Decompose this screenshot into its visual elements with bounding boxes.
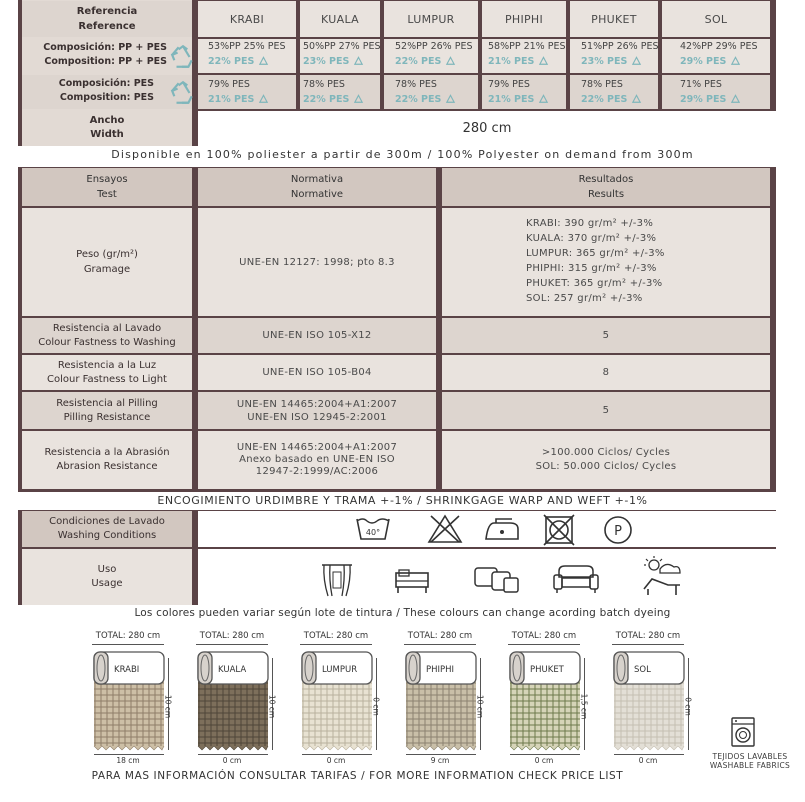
swatch-name: KRABI [114,665,140,675]
comp1-label: Composición: PP + PES Composition: PP + PES [43,42,167,67]
swatch-name: LUMPUR [322,665,358,675]
sofa-icon [551,563,601,595]
recycle-icon [631,56,642,67]
recycle-icon [170,80,196,106]
recycle-icon [538,94,549,105]
comp1-phiphi: 58%PP 21% PES 21% PES [488,41,566,67]
no-bleach-icon [427,514,463,544]
swatch-width-label: 9 cm [430,756,450,765]
bed-icon [393,567,431,595]
test-row-pilling-result: 5 [442,392,770,429]
test-row-washing-result: 5 [442,318,770,353]
swatch-kuala [192,628,288,768]
no-tumble-dry-icon [543,514,575,546]
comp2-kuala: 78% PES 22% PES [303,79,383,105]
comp1-lumpur: 52%PP 26% PES 22% PES [395,41,473,67]
polyester-note: Disponible en 100% poliester a partir de 300m / 100% Polyester on demand from 300m [111,148,694,161]
test-row-washing-label: Resistencia al Lavado Colour Fastness to Washing [22,318,192,353]
swatch-strip [80,628,700,768]
test-header: Ensayos Test [22,168,192,206]
swatch-total-label: TOTAL: 280 cm [511,631,577,641]
test-row-pilling-norm: UNE-EN 14465:2004+A1:2007 UNE-EN ISO 12945-2:2001 [198,392,436,429]
comp1-kuala: 50%PP 27% PES 23% PES [303,41,381,67]
swatch-height-label: 0 cm [371,697,381,716]
test-row-gramage-norm: UNE-EN 12127: 1998; pto 8.3 [198,208,436,316]
product-header-phuket: PHUKET [570,1,658,37]
test-row-abrasion-result: >100.000 Ciclos/ Cycles SOL: 50.000 Ciclos/ Cycles [442,431,770,489]
width-value: 280 cm [198,111,776,146]
wash-temp-label: 40° [365,528,381,537]
recycle-icon [631,94,642,105]
test-row-pilling-label: Resistencia al Pilling Pilling Resistance [22,392,192,429]
width-label: Ancho Width [22,111,192,145]
swatch-height-label: 10 cm [163,694,173,719]
swatch-width-label: 0 cm [638,756,658,765]
swatch-total-label: TOTAL: 280 cm [615,631,681,641]
colours-note: Los colores pueden variar según lote de tintura / These colours can change acording batch dyeing [134,607,671,619]
recycle-icon [258,94,269,105]
swatch-sol [608,628,704,768]
swatch-height-label: 1,5 cm [579,693,589,720]
swatch-height-label: 10 cm [475,694,485,719]
product-header-krabi: KRABI [198,1,296,37]
washing-machine-icon [730,716,756,748]
test-row-light-norm: UNE-EN ISO 105-B04 [198,355,436,390]
comp2-krabi: 79% PES 21% PES [208,79,300,105]
comp2-sol: 71% PES 29% PES [680,79,770,105]
swatch-name: PHUKET [530,665,564,675]
swatch-height-label: 10 cm [267,694,277,719]
recycle-icon [538,56,549,67]
swatch-phiphi [400,628,496,768]
recycle-icon [353,94,364,105]
swatch-total-label: TOTAL: 280 cm [95,631,161,641]
test-row-light-label: Resistencia a la Luz Colour Fastness to Light [22,355,192,390]
swatch-total-label: TOTAL: 280 cm [199,631,265,641]
test-row-abrasion-norm: UNE-EN 14465:2004+A1:2007 Anexo basado en UNE-EN ISO 12947-2:1999/AC:2006 [198,431,436,489]
recycle-icon [730,56,741,67]
swatch-lumpur [296,628,392,768]
swatch-name: PHIPHI [426,665,455,675]
comp1-phuket: 51%PP 26% PES 23% PES [581,41,659,67]
swatch-name: SOL [634,665,651,675]
swatch-width-label: 18 cm [116,756,140,765]
product-header-phiphi: PHIPHI [482,1,566,37]
swatch-phuket [504,628,600,768]
swatch-total-label: TOTAL: 280 cm [303,631,369,641]
washable-fabrics-badge: TEJIDOS LAVABLES WASHABLE FABRICS [709,752,791,770]
iron-icon [482,517,522,543]
test-row-abrasion-label: Resistencia a la Abrasión Abrasion Resistance [22,431,192,489]
recycle-icon [353,56,364,67]
product-header-sol: SOL [662,1,770,37]
comp2-lumpur: 78% PES 22% PES [395,79,485,105]
comp2-phiphi: 79% PES 21% PES [488,79,572,105]
swatch-width-label: 0 cm [534,756,554,765]
comp1-krabi: 53%PP 25% PES 22% PES [208,41,286,67]
recycle-icon [258,56,269,67]
product-header-kuala: KUALA [300,1,380,37]
curtains-icon [320,562,354,598]
outdoor-lounger-icon [638,555,684,597]
recycle-icon [445,94,456,105]
swatch-width-label: 0 cm [222,756,242,765]
test-row-gramage-result: KRABI: 390 gr/m² +/-3% KUALA: 370 gr/m² +/-3% LUMPUR: 365 gr/m² +/-3% PHIPHI: 315 gr/m² +/-3% PHUKET: 365 gr/m² +/-3% SOL: 257 gr/m² +/-3% [442,208,770,316]
usage-label: Uso Usage [22,549,192,605]
cushions-icon [472,564,520,596]
results-header: Resultados Results [442,168,770,206]
tests-table [18,167,776,492]
swatch-height-label: 0 cm [683,697,693,716]
test-row-washing-norm: UNE-EN ISO 105-X12 [198,318,436,353]
wash-40-icon [355,515,391,543]
test-row-gramage-label: Peso (gr/m²) Gramage [22,208,192,316]
swatch-name: KUALA [218,665,247,675]
comp2-label: Composición: PES Composition: PES [58,78,154,103]
dry-clean-letter: P [614,524,622,539]
comp1-sol: 42%PP 29% PES 29% PES [680,41,758,67]
recycle-icon [730,94,741,105]
washing-conditions-label: Condiciones de Lavado Washing Conditions [22,511,192,547]
more-info-note: PARA MAS INFORMACIÓN CONSULTAR TARIFAS / FOR MORE INFORMATION CHECK PRICE LIST [91,770,624,782]
dry-clean-p-icon [602,514,634,546]
recycle-icon [170,44,196,70]
reference-table [18,0,776,146]
recycle-icon [445,56,456,67]
swatch-krabi [88,628,184,768]
swatch-total-label: TOTAL: 280 cm [407,631,473,641]
test-row-light-result: 8 [442,355,770,390]
swatch-width-label: 0 cm [326,756,346,765]
product-header-lumpur: LUMPUR [384,1,478,37]
ref-label-cell: Referencia Reference [22,1,192,37]
shrinkage-note: ENCOGIMIENTO URDIMBRE Y TRAMA +-1% / SHRINKGAGE WARP AND WEFT +-1% [157,494,648,507]
normative-header: Normativa Normative [198,168,436,206]
comp2-phuket: 78% PES 22% PES [581,79,665,105]
